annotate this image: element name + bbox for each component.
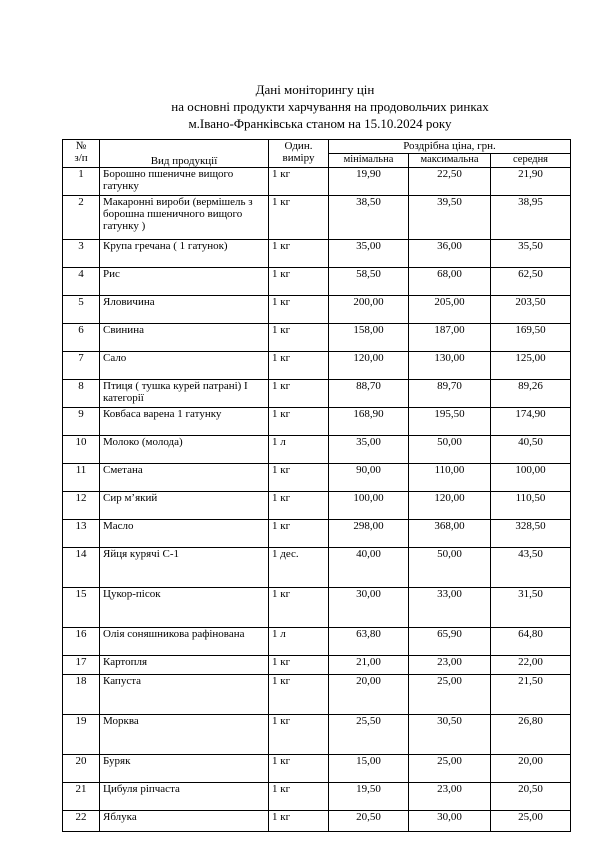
avg-price: 43,50 <box>491 548 571 588</box>
row-number: 2 <box>63 196 100 240</box>
unit-of-measure: 1 кг <box>269 324 329 352</box>
unit-of-measure: 1 кг <box>269 588 329 628</box>
header-avg: середня <box>491 154 571 168</box>
product-name: Масло <box>100 520 269 548</box>
table-row <box>63 296 571 324</box>
table-row <box>63 464 571 492</box>
min-price: 90,00 <box>329 464 409 492</box>
min-price: 88,70 <box>329 380 409 408</box>
avg-price: 125,00 <box>491 352 571 380</box>
max-price: 33,00 <box>409 588 491 628</box>
heading-line-2: на основні продукти харчування на продовольчих ринках <box>171 99 489 114</box>
max-price: 195,50 <box>409 408 491 436</box>
table-row <box>63 168 571 196</box>
row-number: 13 <box>63 520 100 548</box>
row-number: 12 <box>63 492 100 520</box>
row-number: 22 <box>63 811 100 832</box>
max-price: 65,90 <box>409 628 491 656</box>
min-price: 63,80 <box>329 628 409 656</box>
price-table <box>62 139 571 832</box>
unit-of-measure: 1 кг <box>269 755 329 783</box>
unit-of-measure: 1 кг <box>269 296 329 324</box>
table-row <box>63 436 571 464</box>
table-row <box>63 268 571 296</box>
max-price: 23,00 <box>409 656 491 675</box>
avg-price: 38,95 <box>491 196 571 240</box>
header-retail-price: Роздрібна ціна, грн. <box>329 140 571 154</box>
row-number: 15 <box>63 588 100 628</box>
unit-of-measure: 1 кг <box>269 168 329 196</box>
product-name: Буряк <box>100 755 269 783</box>
table-row <box>63 492 571 520</box>
product-name: Свинина <box>100 324 269 352</box>
min-price: 35,00 <box>329 240 409 268</box>
avg-price: 64,80 <box>491 628 571 656</box>
table-row <box>63 408 571 436</box>
header-number-line-2: з/п <box>74 152 88 164</box>
product-name: Сир м’який <box>100 492 269 520</box>
unit-of-measure: 1 кг <box>269 408 329 436</box>
min-price: 168,90 <box>329 408 409 436</box>
table-row <box>63 380 571 408</box>
unit-of-measure: 1 кг <box>269 492 329 520</box>
unit-of-measure: 1 кг <box>269 675 329 715</box>
unit-of-measure: 1 л <box>269 628 329 656</box>
product-name: Молоко (молода) <box>100 436 269 464</box>
min-price: 58,50 <box>329 268 409 296</box>
product-name: Макаронні вироби (вермішель з борошна пшеничного вищого гатунку ) <box>100 196 269 240</box>
unit-of-measure: 1 кг <box>269 783 329 811</box>
max-price: 68,00 <box>409 268 491 296</box>
avg-price: 89,26 <box>491 380 571 408</box>
table-row <box>63 656 571 675</box>
avg-price: 20,00 <box>491 755 571 783</box>
max-price: 110,00 <box>409 464 491 492</box>
header-unit-line-1: Один. <box>284 140 313 152</box>
product-name: Капуста <box>100 675 269 715</box>
row-number: 3 <box>63 240 100 268</box>
row-number: 11 <box>63 464 100 492</box>
max-price: 23,00 <box>409 783 491 811</box>
row-number: 7 <box>63 352 100 380</box>
avg-price: 100,00 <box>491 464 571 492</box>
min-price: 30,00 <box>329 588 409 628</box>
product-name: Яйця курячі С-1 <box>100 548 269 588</box>
product-name: Яблука <box>100 811 269 832</box>
unit-of-measure: 1 кг <box>269 520 329 548</box>
row-number: 10 <box>63 436 100 464</box>
min-price: 100,00 <box>329 492 409 520</box>
max-price: 205,00 <box>409 296 491 324</box>
header-min: мінімальна <box>329 154 409 168</box>
avg-price: 203,50 <box>491 296 571 324</box>
row-number: 6 <box>63 324 100 352</box>
header-max: максимальна <box>409 154 491 168</box>
table-row <box>63 755 571 783</box>
table-row <box>63 783 571 811</box>
max-price: 25,00 <box>409 755 491 783</box>
avg-price: 110,50 <box>491 492 571 520</box>
table-row <box>63 675 571 715</box>
unit-of-measure: 1 кг <box>269 268 329 296</box>
max-price: 130,00 <box>409 352 491 380</box>
product-name: Цукор-пісок <box>100 588 269 628</box>
avg-price: 20,50 <box>491 783 571 811</box>
unit-of-measure: 1 кг <box>269 656 329 675</box>
max-price: 39,50 <box>409 196 491 240</box>
product-name: Птиця ( тушка курей патрані) І категорії <box>100 380 269 408</box>
min-price: 298,00 <box>329 520 409 548</box>
row-number: 18 <box>63 675 100 715</box>
unit-of-measure: 1 кг <box>269 196 329 240</box>
product-name: Олія соняшникова рафінована <box>100 628 269 656</box>
min-price: 200,00 <box>329 296 409 324</box>
unit-of-measure: 1 кг <box>269 352 329 380</box>
table-body <box>63 168 571 832</box>
max-price: 89,70 <box>409 380 491 408</box>
min-price: 40,00 <box>329 548 409 588</box>
unit-of-measure: 1 л <box>269 436 329 464</box>
row-number: 4 <box>63 268 100 296</box>
table-row <box>63 811 571 832</box>
avg-price: 40,50 <box>491 436 571 464</box>
row-number: 5 <box>63 296 100 324</box>
product-name: Борошно пшеничне вищого гатунку <box>100 168 269 196</box>
min-price: 158,00 <box>329 324 409 352</box>
product-name: Рис <box>100 268 269 296</box>
table-row <box>63 715 571 755</box>
avg-price: 31,50 <box>491 588 571 628</box>
table-row <box>63 240 571 268</box>
max-price: 368,00 <box>409 520 491 548</box>
header-number-line-1: № <box>75 140 87 152</box>
row-number: 20 <box>63 755 100 783</box>
avg-price: 62,50 <box>491 268 571 296</box>
row-number: 8 <box>63 380 100 408</box>
table-row <box>63 196 571 240</box>
avg-price: 22,00 <box>491 656 571 675</box>
avg-price: 35,50 <box>491 240 571 268</box>
table-row <box>63 324 571 352</box>
unit-of-measure: 1 кг <box>269 715 329 755</box>
min-price: 38,50 <box>329 196 409 240</box>
product-name: Яловичина <box>100 296 269 324</box>
row-number: 16 <box>63 628 100 656</box>
row-number: 17 <box>63 656 100 675</box>
min-price: 15,00 <box>329 755 409 783</box>
avg-price: 328,50 <box>491 520 571 548</box>
header-unit <box>269 140 329 168</box>
avg-price: 26,80 <box>491 715 571 755</box>
row-number: 14 <box>63 548 100 588</box>
avg-price: 169,50 <box>491 324 571 352</box>
avg-price: 174,90 <box>491 408 571 436</box>
product-name: Морква <box>100 715 269 755</box>
table-row <box>63 520 571 548</box>
product-name: Сметана <box>100 464 269 492</box>
min-price: 120,00 <box>329 352 409 380</box>
product-name: Цибуля ріпчаста <box>100 783 269 811</box>
unit-of-measure: 1 кг <box>269 380 329 408</box>
min-price: 35,00 <box>329 436 409 464</box>
row-number: 9 <box>63 408 100 436</box>
document-heading <box>0 81 600 132</box>
row-number: 1 <box>63 168 100 196</box>
min-price: 20,00 <box>329 675 409 715</box>
min-price: 19,50 <box>329 783 409 811</box>
product-name: Картопля <box>100 656 269 675</box>
row-number: 19 <box>63 715 100 755</box>
heading-line-3: м.Івано-Франківська станом на 15.10.2024 року <box>188 116 452 131</box>
unit-of-measure: 1 кг <box>269 240 329 268</box>
avg-price: 21,90 <box>491 168 571 196</box>
table-row <box>63 352 571 380</box>
product-name: Крупа гречана ( 1 гатунок) <box>100 240 269 268</box>
header-unit-line-2: виміру <box>282 152 315 164</box>
table-row <box>63 628 571 656</box>
row-number: 21 <box>63 783 100 811</box>
product-name: Ковбаса варена 1 гатунку <box>100 408 269 436</box>
max-price: 50,00 <box>409 548 491 588</box>
min-price: 25,50 <box>329 715 409 755</box>
max-price: 50,00 <box>409 436 491 464</box>
heading-line-1: Дані моніторингу цін <box>255 82 375 97</box>
max-price: 22,50 <box>409 168 491 196</box>
avg-price: 25,00 <box>491 811 571 832</box>
min-price: 20,50 <box>329 811 409 832</box>
max-price: 120,00 <box>409 492 491 520</box>
max-price: 30,00 <box>409 811 491 832</box>
table-row <box>63 588 571 628</box>
min-price: 21,00 <box>329 656 409 675</box>
product-name: Сало <box>100 352 269 380</box>
max-price: 187,00 <box>409 324 491 352</box>
header-product-name: Вид продукції <box>100 140 269 168</box>
max-price: 25,00 <box>409 675 491 715</box>
avg-price: 21,50 <box>491 675 571 715</box>
max-price: 36,00 <box>409 240 491 268</box>
max-price: 30,50 <box>409 715 491 755</box>
unit-of-measure: 1 дес. <box>269 548 329 588</box>
min-price: 19,90 <box>329 168 409 196</box>
header-number <box>63 140 100 168</box>
unit-of-measure: 1 кг <box>269 811 329 832</box>
table-row <box>63 548 571 588</box>
unit-of-measure: 1 кг <box>269 464 329 492</box>
